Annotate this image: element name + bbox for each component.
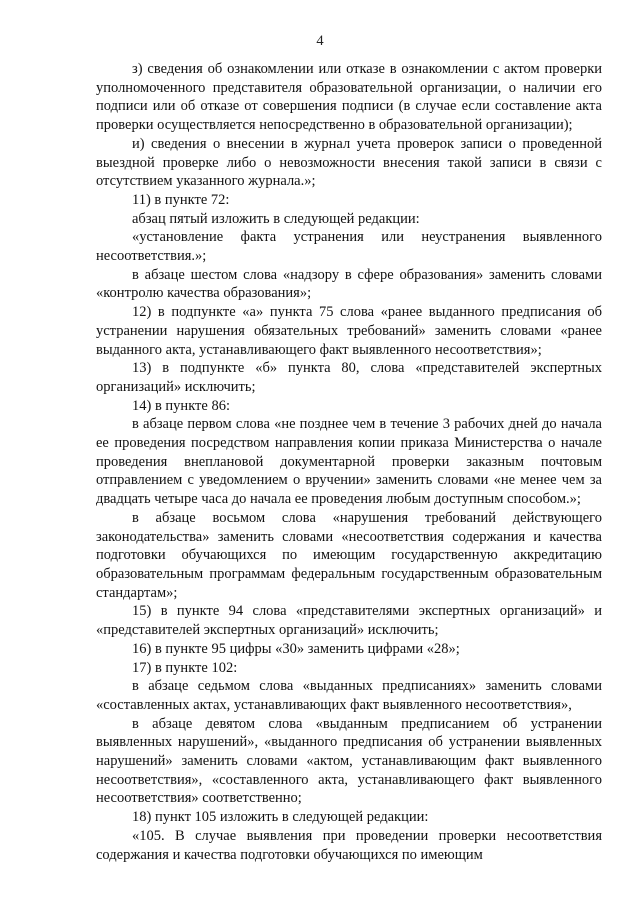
paragraph: з) сведения об ознакомлении или отказе в ознакомлении с актом проверки уполномоченного представителя образовательной организации, о наличии его подписи или об отказе от совершения подписи (в случае если составление акта проверки осуществляется непосредственно в образовательной организации); [96,61,602,134]
paragraph: в абзаце шестом слова «надзору в сфере образования» заменить словами «контролю качества образования»; [96,266,602,302]
paragraph: 16) в пункте 95 цифры «30» заменить цифрами «28»; [132,640,460,657]
paragraph: в абзаце первом слова «не позднее чем в течение 3 рабочих дней до начала ее проведения посредством направления копии приказа Министерства о начале проведения внеплановой документарной проверки заказным почтовым отправлением с уведомлением о вручении» заменить словами «не менее чем за двадцать четыре часа до начала ее проведения любым доступным способом.»; [96,416,602,508]
paragraph: 11) в пункте 72: [132,191,230,208]
paragraph: 14) в пункте 86: [132,397,230,414]
paragraph: абзац пятый изложить в следующей редакции: [132,210,420,227]
paragraph: в абзаце восьмом слова «нарушения требований действующего законодательства» заменить словами «несоответствия содержания и качества подготовки обучающихся по имеющим государственную аккредитацию образовательным программам федеральным государственным образовательным стандартам»; [96,509,602,601]
page-number: 4 [316,33,324,49]
paragraph: в абзаце девятом слова «выданным предписанием об устранении выявленных нарушений», «выданного предписания об устранении выявленных нарушений» заменить словами «актом, устанавливающим факт выявленного несоответствия», «составленного акта, устанавливающего факт выявленного несоответствия» соответственно; [96,715,602,807]
paragraph: 17) в пункте 102: [132,659,238,676]
paragraph: «установление факта устранения или неустранения выявленного несоответствия.»; [96,229,602,265]
paragraph: 12) в подпункте «а» пункта 75 слова «ранее выданного предписания об устранении нарушения обязательных требований» заменить словами «ранее выданного акта, устанавливающего факт выявленного несоответствия»; [96,304,602,358]
paragraph: 18) пункт 105 изложить в следующей редакции: [132,809,429,826]
paragraph: в абзаце седьмом слова «выданных предписаниях» заменить словами «составленных актах, устанавливающих факт выявленного несоответствия», [96,678,602,713]
document-body [96,60,602,864]
paragraph: и) сведения о внесении в журнал учета проверок записи о проведенной выездной проверке либо о невозможности внесения такой записи в связи с отсутствием указанного журнала.»; [96,135,602,190]
paragraph: «105. В случае выявления при проведении проверки несоответствия содержания и качества подготовки обучающихся по имеющим [96,827,602,863]
paragraph: 15) в пункте 94 слова «представителями экспертных организаций» и «представителей экспертных организаций» исключить; [96,603,602,639]
paragraph: 13) в подпункте «б» пункта 80, слова «представителей экспертных организаций» исключить; [96,360,602,395]
